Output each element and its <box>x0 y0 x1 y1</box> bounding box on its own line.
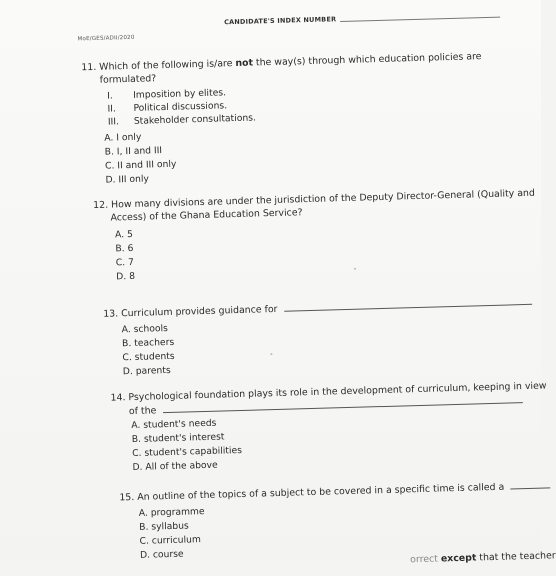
q11-option-c[interactable]: C. II and III only <box>104 158 177 172</box>
statement-2-text: Political discussions. <box>133 100 228 114</box>
question-12: 12. How many divisions are under the jurisdiction of the Deputy Director-General (Quality and <box>93 187 536 212</box>
fragment-emphasis: except <box>440 552 477 565</box>
question-11-text-b: the way(s) through which education policies are <box>252 51 482 69</box>
q12-option-d[interactable]: D. 8 <box>116 270 136 283</box>
statement-2-num: II. <box>107 103 117 115</box>
question-11-emphasis: not <box>235 57 254 70</box>
q11-option-d[interactable]: D. III only <box>105 173 150 186</box>
q12-option-c[interactable]: C. 7 <box>115 256 135 269</box>
document-code: MoE/GES/ADII/2020 <box>77 34 135 43</box>
question-11-line2: formulated? <box>99 73 157 86</box>
q13-option-b[interactable]: B. teachers <box>121 336 175 350</box>
scan-speck <box>270 353 272 355</box>
statement-3-text: Stakeholder consultations. <box>133 112 257 127</box>
q12-option-a[interactable]: A. 5 <box>114 228 133 241</box>
q13-option-d[interactable]: D. parents <box>122 364 171 378</box>
q14-option-c[interactable]: C. student's capabilities <box>131 444 243 460</box>
q14-option-d[interactable]: D. All of the above <box>132 459 218 474</box>
question-15-text: 15. An outline of the topics of a subject to be covered in a specific time is called a <box>119 481 505 504</box>
statement-1-num: I. <box>107 90 113 102</box>
q12-option-b[interactable]: B. 6 <box>115 242 134 255</box>
question-11 <box>81 51 481 74</box>
index-number-line <box>340 17 500 22</box>
answer-blank <box>510 479 550 489</box>
q11-option-b[interactable]: B. I, II and III <box>104 145 163 158</box>
q11-option-a[interactable]: A. I only <box>104 131 142 144</box>
q15-option-d[interactable]: D. course <box>139 548 184 561</box>
q15-option-a[interactable]: A. programme <box>138 506 205 519</box>
question-12-line2: Access) of the Ghana Education Service? <box>110 207 303 224</box>
scan-speck <box>354 268 356 270</box>
question-13-text: 13. Curriculum provides guidance for <box>103 303 278 320</box>
question-15 <box>119 479 550 504</box>
next-question-fragment <box>410 550 556 565</box>
fragment-text: that the teacher <box>479 550 556 564</box>
question-11-text-a: 11. Which of the following is/are <box>81 58 236 74</box>
q13-option-c[interactable]: C. students <box>122 350 175 364</box>
question-14: 14. Psychological foundation plays its role in the development of curriculum, keeping in view <box>110 380 547 404</box>
q15-option-b[interactable]: B. syllabus <box>139 520 189 533</box>
question-13 <box>103 296 532 321</box>
statement-1-text: Imposition by elites. <box>132 87 227 101</box>
fragment-faint-text: orrect <box>410 553 439 566</box>
q14-option-a[interactable]: A. student's needs <box>131 417 217 432</box>
statement-3 <box>108 111 256 129</box>
statement-3-num: III. <box>107 116 120 128</box>
q13-option-a[interactable]: A. schools <box>121 322 169 336</box>
q14-option-b[interactable]: B. student's interest <box>131 431 225 446</box>
candidate-index-label: CANDIDATE'S INDEX NUMBER <box>224 15 337 27</box>
answer-blank <box>284 296 532 312</box>
q15-option-c[interactable]: C. curriculum <box>139 534 202 547</box>
question-14-line2-text: of the <box>128 405 157 418</box>
